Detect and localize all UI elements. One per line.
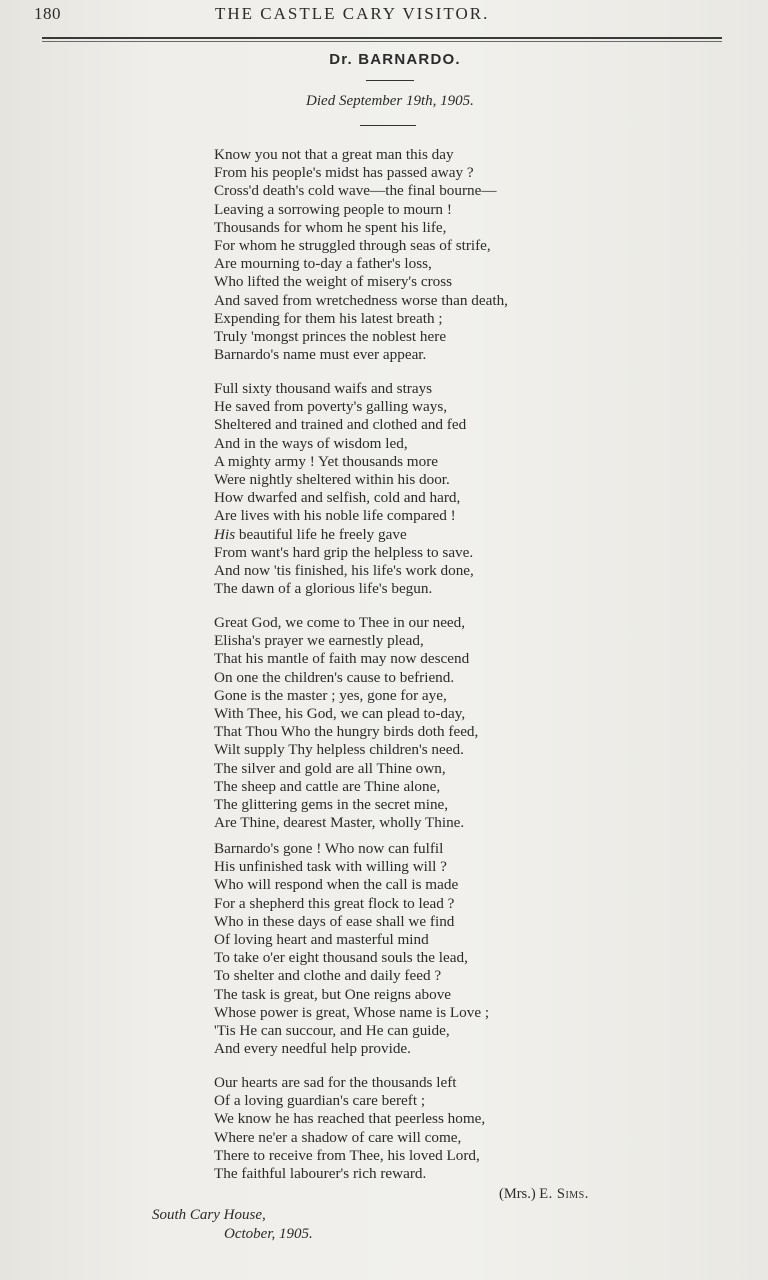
poem-line: To take o'er eight thousand souls the lead, <box>214 949 468 967</box>
poem-subtitle: Died September 19th, 1905. <box>306 93 474 109</box>
poem-line: Know you not that a great man this day <box>214 146 454 163</box>
poem-line: With Thee, his God, we can plead to-day, <box>214 705 466 723</box>
stanza-4 <box>214 840 634 1058</box>
poem-line: Of loving heart and masterful mind <box>214 931 429 949</box>
stanza-2 <box>214 380 634 598</box>
poem-line: Of a loving guardian's care bereft ; <box>214 1092 426 1110</box>
poem-line: Who will respond when the call is made <box>214 876 459 894</box>
poem-line: Thousands for whom he spent his life, <box>214 218 447 236</box>
poem-line: Elisha's prayer we earnestly plead, <box>214 632 424 650</box>
poem-line: He saved from poverty's galling ways, <box>214 398 448 416</box>
poem-line: The faithful labourer's rich reward. <box>214 1165 427 1183</box>
poem-line: Truly 'mongst princes the noblest here <box>214 328 447 346</box>
signature-name: E. Sims. <box>539 1186 589 1202</box>
poem-line: Who lifted the weight of misery's cross <box>214 273 453 291</box>
subtitle-rule <box>360 125 416 126</box>
poem-line: The dawn of a glorious life's begun. <box>214 580 433 598</box>
stanza-3 <box>214 614 634 832</box>
header-rule-thin <box>42 41 722 42</box>
poem-line: That Thou Who the hungry birds doth feed, <box>214 723 479 741</box>
stanza-5 <box>214 1074 634 1183</box>
poem-line: The glittering gems in the secret mine, <box>214 796 449 814</box>
poem-line: On one the children's cause to befriend. <box>214 668 455 686</box>
poem-line: Our hearts are sad for the thousands left <box>214 1074 457 1091</box>
poem-line: Barnardo's gone ! Who now can fulfil <box>214 840 444 857</box>
poem-line: 'Tis He can succour, and He can guide, <box>214 1022 450 1040</box>
date-line: October, 1905. <box>224 1226 313 1242</box>
poem-line: From his people's midst has passed away ? <box>214 164 474 182</box>
page-number: 180 <box>34 4 61 23</box>
running-title: THE CASTLE CARY VISITOR. <box>215 4 490 23</box>
poem-line: And now 'tis finished, his life's work done, <box>214 562 474 580</box>
poem-line: There to receive from Thee, his loved Lord, <box>214 1146 480 1164</box>
poem-line: To shelter and clothe and daily feed ? <box>214 967 442 985</box>
place-line: South Cary House, <box>152 1207 266 1223</box>
poem-line: The sheep and cattle are Thine alone, <box>214 777 441 795</box>
poem-line: The silver and gold are all Thine own, <box>214 759 446 777</box>
poem-line: And saved from wretchedness worse than death, <box>214 291 508 309</box>
poem-line: Are mourning to-day a father's loss, <box>214 255 432 273</box>
stanza-1 <box>214 146 634 364</box>
poem-line: And in the ways of wisdom led, <box>214 434 408 452</box>
poem-line: His beautiful life he freely gave <box>214 525 407 543</box>
title-rule <box>366 80 414 81</box>
poem-title: Dr. BARNARDO. <box>329 51 461 68</box>
poem-line: Are lives with his noble life compared ! <box>214 507 456 525</box>
poem-line: Are Thine, dearest Master, wholly Thine. <box>214 814 465 832</box>
poem-line: His unfinished task with willing will ? <box>214 858 447 876</box>
poem-line: Gone is the master ; yes, gone for aye, <box>214 686 447 704</box>
poem-line: For a shepherd this great flock to lead ? <box>214 894 455 912</box>
poem-line: A mighty army ! Yet thousands more <box>214 452 439 470</box>
poem-line: Sheltered and trained and clothed and fed <box>214 416 467 434</box>
poem-line: Full sixty thousand waifs and strays <box>214 380 433 397</box>
header-rule <box>42 37 722 39</box>
poem-line: Who in these days of ease shall we find <box>214 912 455 930</box>
poem-line: The task is great, but One reigns above <box>214 985 452 1003</box>
poem-line: From want's hard grip the helpless to save. <box>214 543 474 561</box>
poem-line: Wilt supply Thy helpless children's need. <box>214 741 464 759</box>
poem-line: For whom he struggled through seas of strife, <box>214 237 491 255</box>
poem-line: Where ne'er a shadow of care will come, <box>214 1128 462 1146</box>
poem-line: How dwarfed and selfish, cold and hard, <box>214 489 461 507</box>
poem-line: Were nightly sheltered within his door. <box>214 471 450 489</box>
poem-line: And every needful help provide. <box>214 1040 411 1058</box>
poem-line: We know he has reached that peerless home, <box>214 1110 486 1128</box>
signature-prefix: (Mrs.) <box>499 1186 536 1202</box>
signature <box>499 1186 589 1203</box>
poem-line: Cross'd death's cold wave—the final bourne— <box>214 182 497 200</box>
poem-line: Whose power is great, Whose name is Love ; <box>214 1003 490 1021</box>
poem-line: Barnardo's name must ever appear. <box>214 346 427 364</box>
poem-line: Leaving a sorrowing people to mourn ! <box>214 200 452 218</box>
poem-line: That his mantle of faith may now descend <box>214 650 470 668</box>
poem-line: Great God, we come to Thee in our need, <box>214 614 466 631</box>
poem-line: Expending for them his latest breath ; <box>214 309 443 327</box>
